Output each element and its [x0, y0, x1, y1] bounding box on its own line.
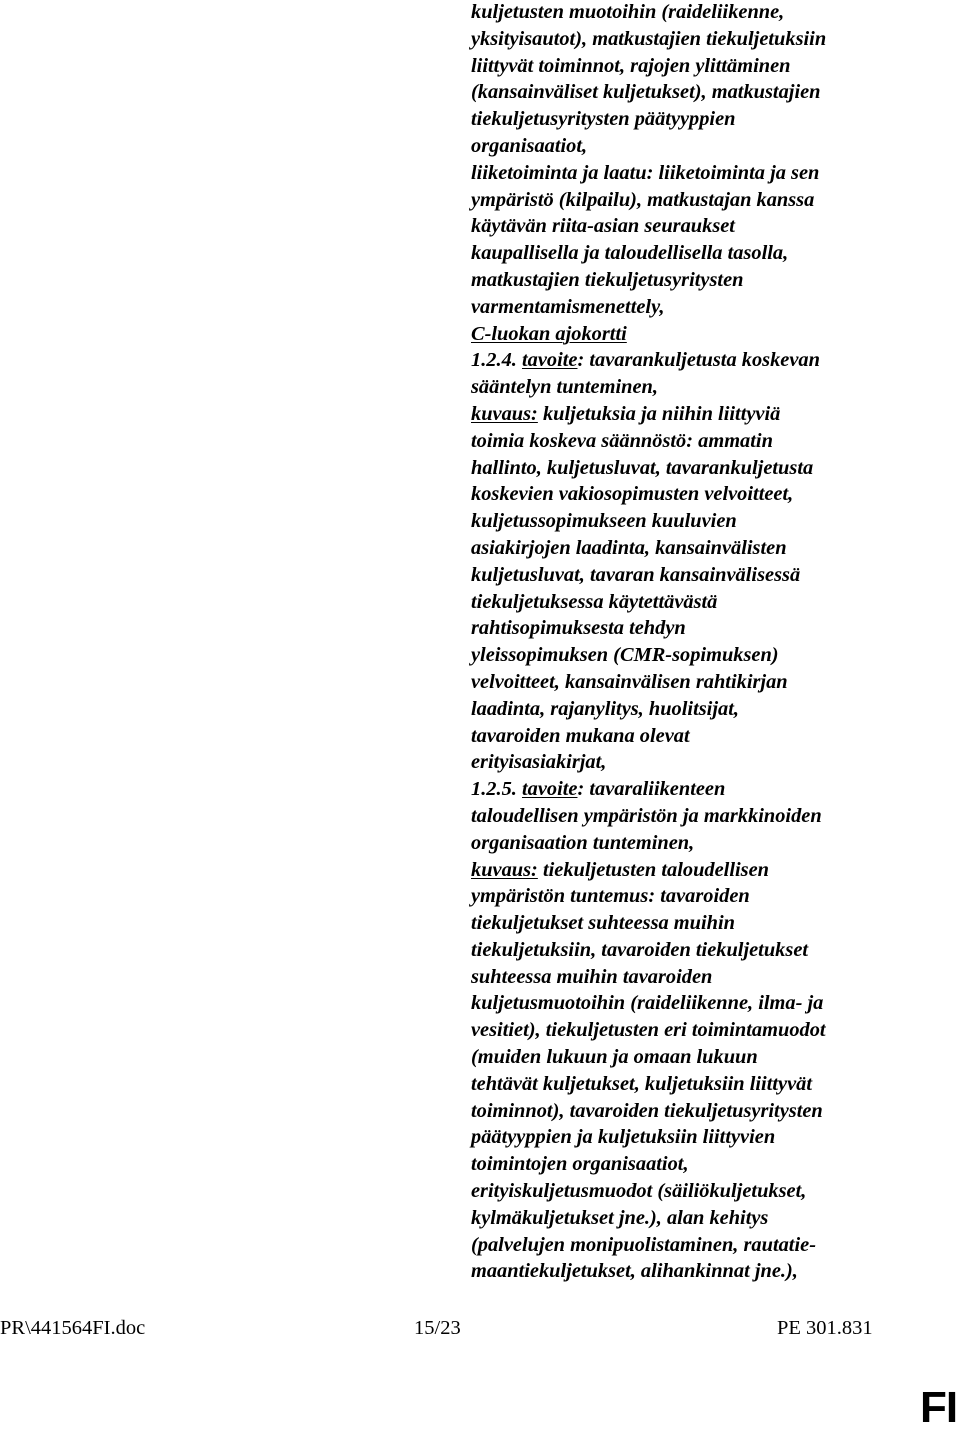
- description-label: kuvaus:: [471, 402, 538, 425]
- body-line: tiekuljetusyritysten päätyyppien: [471, 108, 736, 131]
- section-number: 1.2.5.: [471, 778, 522, 801]
- section-1-2-5-goal-line: [471, 776, 960, 803]
- description-line: yleissopimuksen (CMR-sopimuksen): [471, 644, 779, 667]
- goal-line: organisaation tunteminen,: [471, 831, 695, 854]
- body-line: varmentamismenettely,: [471, 295, 665, 318]
- description-line: asiakirjojen laadinta, kansainvälisten: [471, 536, 787, 559]
- body-line: yksityisautot), matkustajien tiekuljetuksiin: [471, 27, 827, 50]
- body-line: liittyvät toiminnot, rajojen ylittäminen: [471, 54, 791, 77]
- goal-label: tavoite: [521, 349, 578, 372]
- description-line: toimintojen organisaatiot,: [471, 1153, 689, 1176]
- section-number: 1.2.4.: [471, 349, 522, 372]
- footer-page-number: 15/23: [414, 1317, 461, 1339]
- description-line: suhteessa muihin tavaroiden: [471, 965, 713, 988]
- goal-text: : tavarankuljetusta koskevan: [577, 349, 820, 372]
- body-line: matkustajien tiekuljetusyritysten: [471, 268, 744, 291]
- body-line: kuljetusten muotoihin (raideliikenne,: [471, 1, 785, 23]
- description-text: tiekuljetusten taloudellisen: [537, 858, 769, 881]
- description-line: kuljetusluvat, tavaran kansainvälisessä: [471, 563, 801, 586]
- body-line: kaupallisella ja taloudellisella tasolla,: [471, 242, 789, 265]
- footer-pe-number: PE 301.831: [777, 1317, 873, 1339]
- description-label: kuvaus:: [471, 858, 538, 881]
- description-line: toiminnot), tavaroiden tiekuljetusyritysten: [471, 1099, 823, 1122]
- body-line: liiketoiminta ja laatu: liiketoiminta ja sen: [471, 161, 820, 184]
- description-line: kuljetusmuotoihin (raideliikenne, ilma- ja: [471, 992, 824, 1015]
- description-line: (muiden lukuun ja omaan lukuun: [471, 1046, 758, 1069]
- section-1-2-5-description-line: [471, 857, 960, 884]
- goal-line: taloudellisen ympäristön ja markkinoiden: [471, 804, 822, 827]
- section-1-2-4-description-line: [471, 401, 960, 428]
- body-line: organisaatiot,: [471, 134, 588, 157]
- description-line: kuljetussopimukseen kuuluvien: [471, 510, 737, 533]
- goal-label: tavoite: [521, 778, 578, 801]
- section-1-2-4-goal-line: [471, 347, 960, 374]
- license-category-line: C-luokan ajokortti: [471, 322, 627, 345]
- description-line: tavaroiden mukana olevat: [471, 724, 690, 747]
- description-line: erityisasiakirjat,: [471, 751, 607, 774]
- description-text: kuljetuksia ja niihin liittyviä: [537, 402, 781, 425]
- description-line: tiekuljetuksessa käytettävästä: [471, 590, 718, 613]
- body-line: (kansainväliset kuljetukset), matkustajien: [471, 81, 821, 104]
- description-line: ympäristön tuntemus: tavaroiden: [471, 885, 750, 908]
- description-line: tiekuljetuksiin, tavaroiden tiekuljetukset: [471, 938, 809, 961]
- goal-line: sääntelyn tunteminen,: [471, 376, 658, 399]
- description-line: päätyyppien ja kuljetuksiin liittyvien: [471, 1126, 776, 1149]
- body-line: ympäristö (kilpailu), matkustajan kanssa: [471, 188, 815, 211]
- description-line: vesitiet), tiekuljetusten eri toimintamuodot: [471, 1019, 826, 1042]
- goal-text: : tavaraliikenteen: [577, 778, 726, 801]
- description-line: rahtisopimuksesta tehdyn: [471, 617, 686, 640]
- description-line: erityiskuljetusmuodot (säiliökuljetukset,: [471, 1180, 807, 1203]
- description-line: kylmäkuljetukset jne.), alan kehitys: [471, 1206, 769, 1229]
- description-line: koskevien vakiosopimusten velvoitteet,: [471, 483, 794, 506]
- footer-document-reference: PR\441564FI.doc: [0, 1317, 146, 1339]
- description-line: maantiekuljetukset, alihankinnat jne.),: [471, 1260, 798, 1283]
- description-line: velvoitteet, kansainvälisen rahtikirjan: [471, 670, 788, 693]
- description-line: (palvelujen monipuolistaminen, rautatie-: [471, 1233, 816, 1256]
- description-line: tiekuljetukset suhteessa muihin: [471, 912, 736, 935]
- body-line: käytävän riita-asian seuraukset: [471, 215, 735, 238]
- description-line: laadinta, rajanylitys, huolitsijat,: [471, 697, 739, 720]
- description-line: tehtävät kuljetukset, kuljetuksiin liittyvät: [471, 1072, 812, 1095]
- document-body-column: [471, 0, 960, 1285]
- language-code-mark: FI: [920, 1383, 958, 1432]
- description-line: toimia koskeva säännöstö: ammatin: [471, 429, 773, 452]
- description-line: hallinto, kuljetusluvat, tavarankuljetusta: [471, 456, 814, 479]
